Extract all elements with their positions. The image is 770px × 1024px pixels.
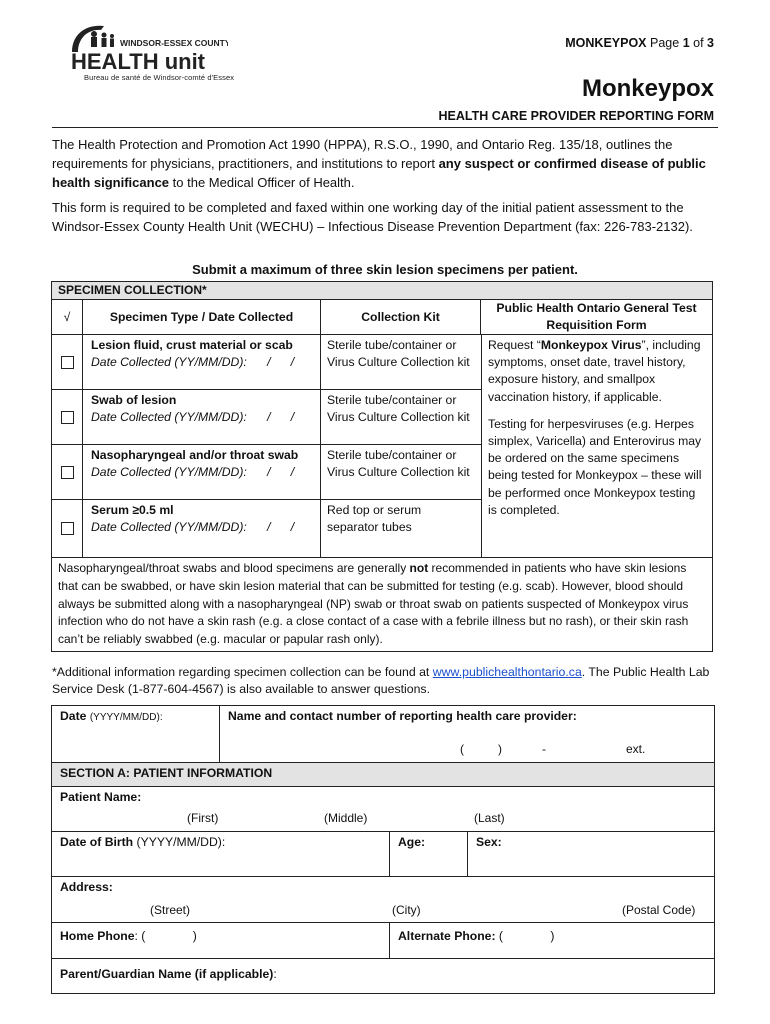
lesion-fluid-checkbox[interactable]: [61, 356, 74, 369]
org-french-name: Bureau de santé de Windsor-comté d'Essex: [84, 73, 235, 82]
specimen-row-swab-lesion: [52, 390, 481, 445]
reporting-form: [51, 705, 715, 994]
guardian-row: [52, 959, 714, 993]
guardian-field[interactable]: Parent/Guardian Name (if applicable):: [60, 967, 277, 981]
intro-p1-bold: any suspect or confirmed disease of public health significance: [52, 156, 706, 190]
collection-kit: Sterile tube/container or Virus Culture Collection kit: [327, 393, 470, 424]
form-subtitle: HEALTH CARE PROVIDER REPORTING FORM: [438, 109, 714, 123]
date-collected-field[interactable]: Date Collected (YY/MM/DD): / /: [91, 355, 295, 369]
city-label: (City): [392, 903, 421, 917]
provider-label: Name and contact number of reporting health care provider:: [228, 709, 577, 723]
specimen-collection-table: [51, 281, 713, 652]
phone-ext: ext.: [626, 742, 646, 756]
guardian-label: Parent/Guardian Name (if applicable): [60, 967, 274, 981]
home-phone-field[interactable]: [52, 923, 390, 958]
page-number: 1: [682, 36, 690, 50]
page-doc-name: MONKEYPOX: [565, 36, 647, 50]
first-name-label: (First): [187, 811, 219, 825]
last-name-label: (Last): [474, 811, 505, 825]
logo-icon: [68, 22, 228, 74]
header-divider: [52, 127, 718, 128]
intro-p1-end: to the Medical Officer of Health.: [169, 175, 355, 190]
requisition-request: Request “Monkeypox Virus”, including symptoms, onset date, travel history, exposure history, and smallpox vaccination history, if applicable.: [488, 338, 701, 404]
type-column-header: Specimen Type / Date Collected: [83, 300, 321, 334]
submit-note: Submit a maximum of three skin lesion specimens per patient.: [192, 262, 578, 277]
patient-name-row: [52, 787, 714, 832]
phone-paren-open: (: [460, 742, 464, 756]
specimen-note: Nasopharyngeal/throat swabs and blood specimens are generally not recommended in patients who have skin lesions that can be swabbed, or have skin lesion material that can be submitted for testing (e.g. scab). However, blood should always be submitted along with a nasopharyngeal (NP) swab or throat swab on patients suspected of Monkeypox virus infection who do not have a skin rash (e.g. a close contact of a case with a febrile illness but no rash), or their skin rash can’t be reliably swabbed (e.g. macular or papular rash only).: [58, 561, 689, 647]
home-phone-label: Home Phone: [60, 929, 135, 943]
specimen-name: Serum ≥0.5 ml: [91, 503, 174, 517]
collection-kit: Sterile tube/container or Virus Culture Collection kit: [327, 338, 470, 369]
requisition-testing-note: Testing for herpesviruses (e.g. Herpes simplex, Varicella) and Enterovirus may be ordered on the same specimens being tested for Monkeypox – these will be performed once Monkeypox testing is completed.: [488, 416, 702, 517]
phone-row: [52, 923, 714, 959]
page-title: Monkeypox: [581, 75, 714, 102]
provider-contact-field[interactable]: [220, 706, 714, 762]
org-top-text: WINDSOR-ESSEX COUNTY: [120, 38, 228, 48]
middle-name-label: (Middle): [324, 811, 368, 825]
specimen-section-heading: SPECIMEN COLLECTION*: [52, 282, 712, 300]
monkeypox-virus-bold: Monkeypox Virus: [540, 338, 642, 352]
note-bold-not: not: [409, 561, 429, 575]
page-of: of: [693, 36, 704, 50]
collection-kit: Red top or serum separator tubes: [327, 503, 422, 534]
requisition-instructions: [482, 335, 712, 557]
patient-name-field[interactable]: [52, 787, 714, 831]
dob-row: [52, 832, 714, 877]
pho-link[interactable]: www.publichealthontario.ca: [432, 665, 582, 679]
additional-info: *Additional information regarding specimen collection can be found at www.publichealthontario.ca. The Public Health Lab Service Desk (1-877-604-4567) is also available to answer questions.: [52, 665, 710, 696]
specimen-row-np-throat: [52, 445, 481, 500]
alternate-phone-label: Alternate Phone:: [398, 929, 496, 943]
alternate-phone-field[interactable]: [390, 923, 714, 958]
age-field[interactable]: Age:: [390, 832, 468, 876]
dob-label: Date of Birth: [60, 835, 134, 849]
page-indicator: [565, 36, 714, 50]
date-format: (YYYY/MM/DD):: [89, 712, 163, 723]
dob-field[interactable]: [52, 832, 390, 876]
serum-checkbox[interactable]: [61, 522, 74, 535]
collection-kit: Sterile tube/container or Virus Culture Collection kit: [327, 448, 470, 479]
address-label: Address:: [60, 880, 113, 894]
specimen-rows: [52, 335, 482, 557]
report-date-field[interactable]: [52, 706, 220, 762]
alternate-phone-value: ( ): [495, 929, 555, 943]
date-collected-field[interactable]: Date Collected (YY/MM/DD): / /: [91, 465, 295, 479]
date-collected-field[interactable]: Date Collected (YY/MM/DD): / /: [91, 520, 295, 534]
provider-row: [52, 706, 714, 763]
date-label: Date: [60, 709, 87, 723]
intro-paragraph-1: [52, 135, 720, 192]
specimen-name: Nasopharyngeal and/or throat swab: [91, 448, 299, 462]
specimen-name: Lesion fluid, crust material or scab: [91, 338, 293, 352]
np-throat-checkbox[interactable]: [61, 466, 74, 479]
specimen-row-lesion-fluid: [52, 335, 481, 390]
specimen-row-serum: [52, 500, 481, 557]
section-a-heading: SECTION A: PATIENT INFORMATION: [52, 763, 714, 787]
address-row: [52, 877, 714, 923]
street-label: (Street): [150, 903, 191, 917]
intro-p1-text: The Health Protection and Promotion Act 1990 (HPPA), R.S.O., 1990, and Ontario Reg. 135/18, outlines the requirements for physicians, practitioners, and institutions to report: [52, 137, 673, 171]
page-word: Page: [650, 36, 680, 50]
specimen-body: [52, 335, 712, 558]
specimen-header-row: [52, 300, 712, 335]
kit-column-header: Collection Kit: [321, 300, 481, 334]
swab-lesion-checkbox[interactable]: [61, 411, 74, 424]
phone-dash: -: [542, 742, 546, 756]
date-collected-field[interactable]: Date Collected (YY/MM/DD): / /: [91, 410, 295, 424]
intro-paragraph-2: This form is required to be completed and faxed within one working day of the initial patient assessment to the Windsor-Essex County Health Unit (WECHU) – Infectious Disease Prevention Department (fax: 226-783-2132).: [52, 200, 693, 234]
home-phone-value: : ( ): [134, 929, 197, 943]
org-main-text: HEALTH unit: [71, 49, 206, 74]
check-column-header: √: [52, 300, 83, 334]
address-field[interactable]: [52, 877, 714, 922]
patient-name-label: Patient Name:: [60, 790, 142, 804]
page-total: 3: [707, 36, 714, 50]
phone-paren-close: ): [498, 742, 502, 756]
requisition-column-header: Public Health Ontario General Test Requisition Form: [496, 301, 697, 332]
dob-format: (YYYY/MM/DD):: [133, 835, 226, 849]
sex-field[interactable]: Sex:: [476, 835, 502, 849]
specimen-name: Swab of lesion: [91, 393, 177, 407]
postal-code-label: (Postal Code): [622, 903, 696, 917]
